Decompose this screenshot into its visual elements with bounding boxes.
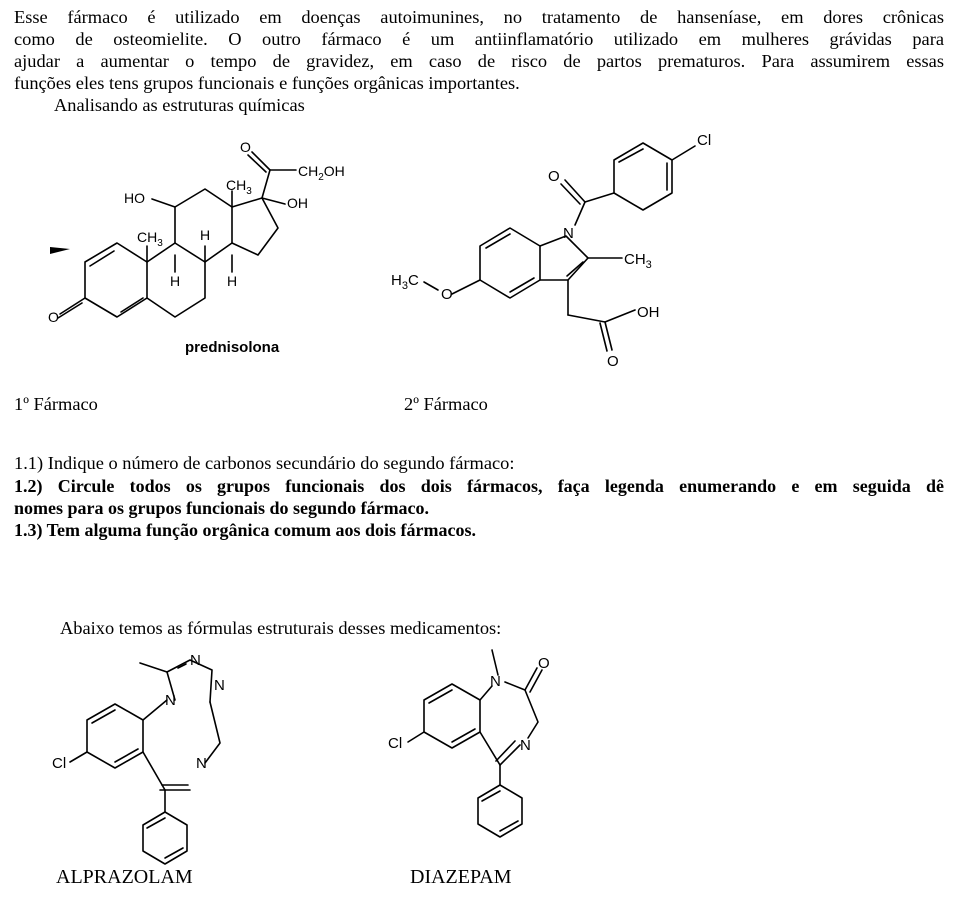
prednisolone-ch2oh: $CH_2OH$ — [298, 163, 345, 183]
alprazolam-n3: N — [165, 692, 176, 709]
intro-line-4: funções eles tens grupos funcionais e funções orgânicas importantes. — [14, 73, 520, 93]
section-2-intro: Abaixo temos as fórmulas estruturais desses medicamentos: — [60, 618, 502, 638]
prednisolone-label: prednisolona — [185, 339, 280, 356]
indomethacin-o-acid: O — [607, 353, 619, 370]
indomethacin-h3c: $H_3C$ — [391, 272, 419, 292]
alprazolam-n1: N — [190, 652, 201, 669]
alprazolam-n2: N — [214, 677, 225, 694]
question-1-1: 1.1) Indique o número de carbonos secundário do segundo fármaco: — [14, 453, 515, 473]
prednisolone-ch3-a: $CH_3$ — [226, 177, 252, 197]
indomethacin-ch3: $CH_3$ — [624, 251, 652, 271]
prednisolone-o-ketone: O — [48, 309, 59, 325]
question-1-2-line-2: nomes para os grupos funcionais do segundo fármaco. — [14, 498, 430, 518]
question-1-2-line-1: 1.2) Circule todos os grupos funcionais dos dois fármacos, faça legenda enumerando e em seguida dê — [14, 476, 944, 496]
prednisolone-o-top: O — [240, 139, 251, 155]
diazepam-n2: N — [520, 737, 531, 754]
drug2-caption: 2º Fármaco — [404, 394, 488, 414]
intro-line-1: Esse fármaco é utilizado em doenças autoimunines, no tratamento de hanseníase, em dores crônicas — [14, 7, 944, 27]
diazepam-cl: Cl — [388, 735, 403, 752]
intro-line-2: como de osteomielite. O outro fármaco é um antiinflamatório utilizado em mulheres grávidas para — [14, 29, 944, 49]
indomethacin-cl: Cl — [697, 132, 712, 149]
prednisolone-ch3-b: $CH_3$ — [137, 229, 163, 249]
prednisolone-h3: H — [227, 273, 238, 289]
intro-line-5: Analisando as estruturas químicas — [54, 95, 305, 115]
diazepam-n1: N — [490, 673, 501, 690]
alprazolam-caption: ALPRAZOLAM — [56, 866, 193, 888]
indomethacin-oh: OH — [637, 304, 660, 321]
drug1-caption: 1º Fármaco — [14, 394, 98, 414]
diazepam-caption: DIAZEPAM — [410, 866, 512, 888]
question-1-3: 1.3) Tem alguma função orgânica comum aos dois fármacos. — [14, 520, 476, 540]
intro-line-3: ajudar a aumentar o tempo de gravidez, em caso de risco de partos prematuros. Para assumirem essas — [14, 51, 944, 71]
prednisolone-oh: OH — [287, 195, 308, 211]
indomethacin-n: N — [563, 225, 574, 242]
indomethacin-o-carbonyl: O — [548, 168, 560, 185]
prednisolone-h2: H — [170, 273, 181, 289]
prednisolone-ho: HO — [124, 190, 145, 206]
prednisolone-h1: H — [200, 227, 211, 243]
indomethacin-o-ether: O — [441, 286, 453, 303]
alprazolam-cl: Cl — [52, 755, 67, 772]
alprazolam-n4: N — [196, 755, 207, 772]
diazepam-o: O — [538, 655, 550, 672]
